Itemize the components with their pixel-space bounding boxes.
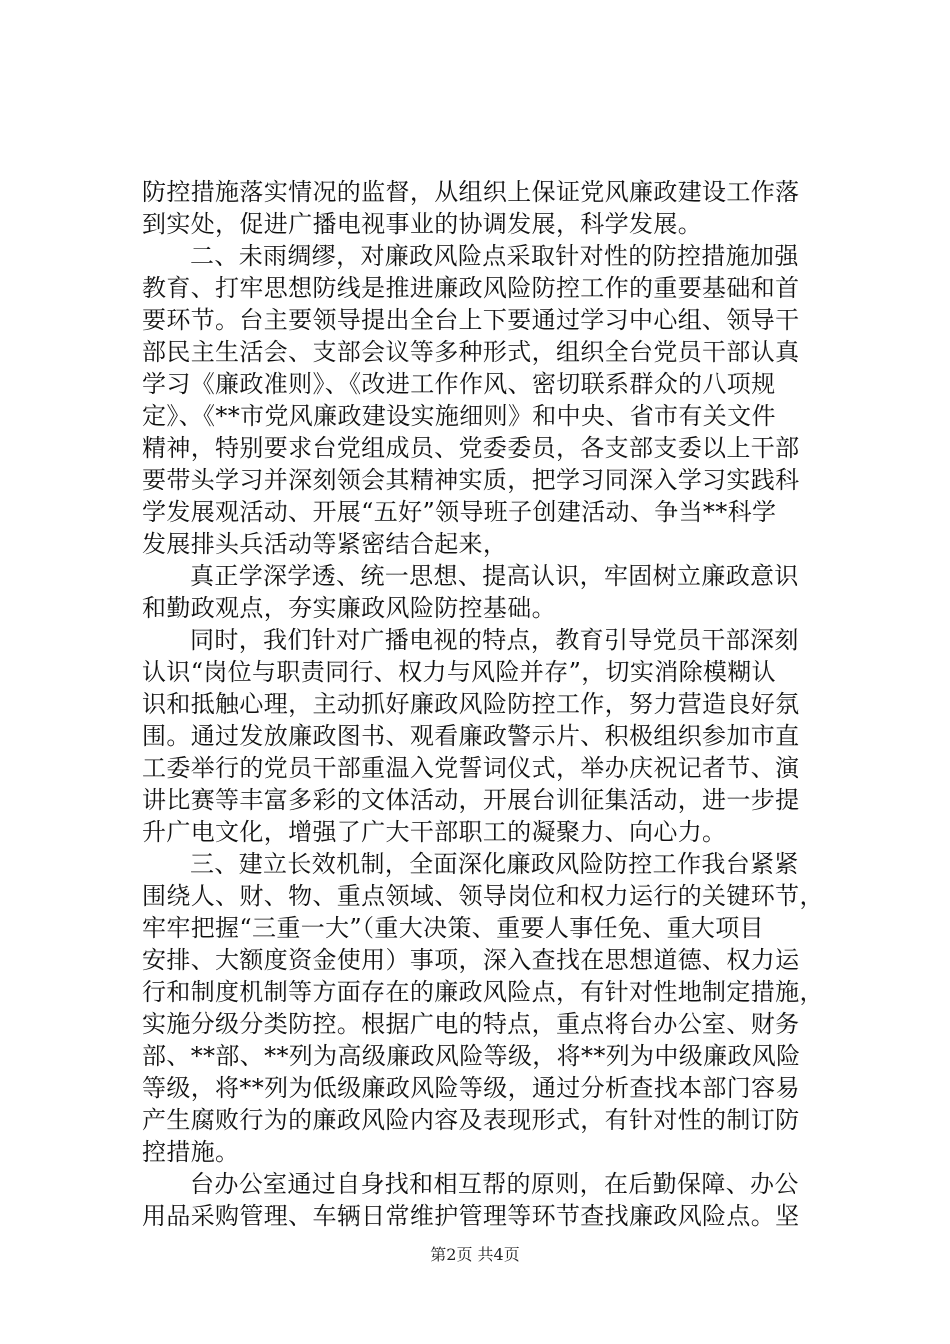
paragraph-start-line: 真正学深学透、统一思想、提高认识，牢固树立廉政意识 [190,562,799,590]
text-line: 行和制度机制等方面存在的廉政风险点，有针对性地制定措施， [142,978,824,1006]
text-line: 升广电文化，增强了广大干部职工的凝聚力、向心力。 [142,818,727,846]
text-line: 认识“岗位与职责同行、权力与风险并存”，切实消除模糊认 [142,658,776,686]
text-line: 学发展观活动、开展“五好”领导班子创建活动、争当**科学 [142,498,777,526]
paragraph-start-line: 同时，我们针对广播电视的特点，教育引导党员干部深刻 [190,626,799,654]
text-line: 用品采购管理、车辆日常维护管理等环节查找廉政风险点。坚 [142,1202,800,1230]
text-line: 定》、《**市党风廉政建设实施细则》和中央、省市有关文件 [142,402,776,430]
text-line: 等级，将**列为低级廉政风险等级，通过分析查找本部门容易 [142,1074,800,1102]
text-line: 识和抵触心理，主动抓好廉政风险防控工作，努力营造良好氛 [142,690,800,718]
text-line: 工委举行的党员干部重温入党誓词仪式，举办庆祝记者节、演 [142,754,800,782]
text-line: 围。通过发放廉政图书、观看廉政警示片、积极组织参加市直 [142,722,800,750]
text-line: 围绕人、财、物、重点领域、领导岗位和权力运行的关键环节， [142,882,824,910]
text-line: 安排、大额度资金使用）事项，深入查找在思想道德、权力运 [142,946,800,974]
document-body [142,176,824,1232]
text-line: 到实处，促进广播电视事业的协调发展，科学发展。 [142,210,703,238]
text-line: 和勤政观点，夯实廉政风险防控基础。 [142,594,556,622]
text-line: 产生腐败行为的廉政风险内容及表现形式，有针对性的制订防 [142,1106,800,1134]
text-line: 精神，特别要求台党组成员、党委委员，各支部支委以上干部 [142,434,800,462]
text-line: 部民主生活会、支部会议等多种形式，组织全台党员干部认真 [142,338,800,366]
paragraph-start-line: 台办公室通过自身找和相互帮的原则，在后勤保障、办公 [190,1170,799,1198]
text-line: 防控措施落实情况的监督，从组织上保证党风廉政建设工作落 [142,178,800,206]
paragraph-start-line: 三、建立长效机制，全面深化廉政风险防控工作我台紧紧 [190,850,799,878]
text-line: 要带头学习并深刻领会其精神实质，把学习同深入学习实践科 [142,466,800,494]
text-line: 教育、打牢思想防线是推进廉政风险防控工作的重要基础和首 [142,274,800,302]
text-line: 牢牢把握“三重一大”（重大决策、重要人事任免、重大项目 [142,914,764,942]
text-line: 实施分级分类防控。根据广电的特点，重点将台办公室、财务 [142,1010,800,1038]
text-line: 发展排头兵活动等紧密结合起来， [142,530,508,558]
text-line: 讲比赛等丰富多彩的文体活动，开展台训征集活动，进一步提 [142,786,800,814]
text-line: 学习《廉政准则》、《改进工作作风、密切联系群众的八项规 [142,370,776,398]
text-line: 部、**部、**列为高级廉政风险等级，将**列为中级廉政风险 [142,1042,801,1070]
page-footer: 第2页 共4页 [430,1245,520,1264]
paragraph-start-line: 二、未雨绸缪，对廉政风险点采取针对性的防控措施加强 [190,242,799,270]
text-line: 控措施。 [142,1138,240,1166]
text-line: 要环节。台主要领导提出全台上下要通过学习中心组、领导干 [142,306,800,334]
